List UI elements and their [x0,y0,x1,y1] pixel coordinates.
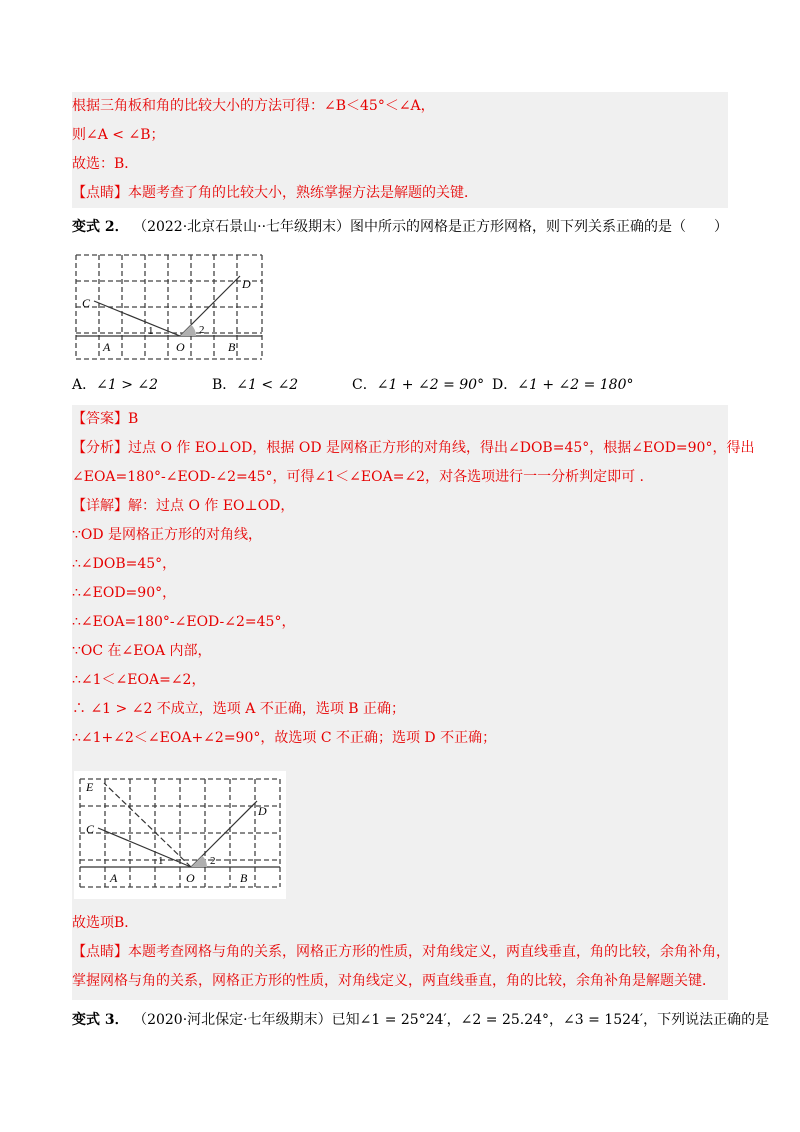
point-c-label: C [82,296,91,310]
option-a[interactable] [72,374,158,394]
ray-od [191,801,257,867]
detail-line: 【详解】解：过点 O 作 EO⊥OD， [72,498,295,514]
angle1-label: 1 [158,855,164,867]
point-b-label: B [240,871,248,885]
conclusion-line: 故选项B． [72,915,139,931]
ray-oc [98,828,191,867]
analysis-line: ∠EOA=180°-∠EOD-∠2=45°，可得∠1＜∠EOA=∠2，对各选项进行一一分析判定即可 . [72,469,644,485]
detail-line: ∴∠DOB=45°， [72,556,177,572]
point-a-label: A [110,871,118,885]
solution-line: 故选：B． [72,156,139,172]
variant2-options [72,374,728,400]
point-b-label: B [228,340,236,354]
detail-line: ∴∠1＜∠EOA=∠2， [72,672,206,688]
point-o-label: O [176,340,185,354]
note-line: 掌握网格与角的关系，网格正方形的性质，对角线定义，两直线垂直，角的比较，余角补角是解题关键． [72,973,716,989]
detail-line: ∵OC 在∠EOA 内部， [72,643,212,659]
variant2-label: 变式 2． [72,219,129,235]
option-letter: C． [352,377,377,393]
option-c[interactable] [352,374,484,394]
point-e-label: E [86,780,94,794]
detail-line: ∴∠1+∠2＜∠EOA+∠2=90°，故选项 C 不正确；选项 D 不正确； [72,730,497,746]
variant2-question [72,213,728,242]
analysis-line: 【分析】过点 O 作 EO⊥OD，根据 OD 是网格正方形的对角线，得出∠DOB=45°，根据∠EOD=90°，得出 [72,440,755,456]
option-d[interactable] [492,374,634,394]
note-line: 【点睛】本题考查了角的比较大小，熟练掌握方法是解题的关键． [72,185,478,201]
top-solution-block [72,92,728,208]
detail-line: ∴ ∠1 > ∠2 不成立，选项 A 不正确，选项 B 正确； [72,701,406,717]
option-text: ∠1 + ∠2 = 90° [376,377,485,393]
option-text: ∠1 < ∠2 [236,377,299,393]
option-text: ∠1 + ∠2 = 180° [517,377,634,393]
variant2-answer-block [72,405,755,1000]
point-a-label: A [103,340,111,354]
point-d-label: D [258,804,267,818]
figure2-wrapper [74,771,286,899]
variant3-question [72,1006,770,1035]
angle1-label: 1 [148,325,154,337]
option-letter: A． [72,377,97,393]
grid-figure-1 [72,250,268,366]
grid-figure-2 [74,771,286,899]
variant2-question-text: （2022·北京石景山··七年级期末）图中所示的网格是正方形网格，则下列关系正确的是（ ） [133,219,729,235]
detail-line: ∴∠EOD=90°， [72,585,177,601]
ray-oe [104,783,191,867]
variant3-question-text: （2020·河北保定·七年级期末）已知∠1 = 25°24′，∠2 = 25.24°，∠3 = 1524′，下列说法正确的是 [133,1012,770,1028]
solution-line: 则∠A < ∠B； [72,127,165,143]
solution-line: 根据三角板和角的比较大小的方法可得：∠B＜45°＜∠A， [72,98,435,114]
variant3-label: 变式 3． [72,1012,129,1028]
detail-line: ∵OD 是网格正方形的对角线， [72,527,263,543]
conclusion-group [72,909,728,996]
option-text: ∠1 > ∠2 [96,377,159,393]
point-o-label: O [186,871,195,885]
option-letter: D． [492,377,518,393]
note-line: 【点睛】本题考查网格与角的关系，网格正方形的性质，对角线定义，两直线垂直，角的比较，余角补角， [72,944,730,960]
point-d-label: D [242,277,251,291]
detail-line: ∴∠EOA=180°-∠EOD-∠2=45°， [72,614,296,630]
angle2-label: 2 [210,855,216,867]
angle2-mark [180,325,196,336]
angle2-label: 2 [199,324,205,336]
point-c-label: C [86,822,95,836]
option-letter: B． [212,377,237,393]
ray-oc [94,301,180,336]
option-b[interactable] [212,374,298,394]
angle2-mark [191,856,207,867]
answer-line: 【答案】B [72,411,139,427]
